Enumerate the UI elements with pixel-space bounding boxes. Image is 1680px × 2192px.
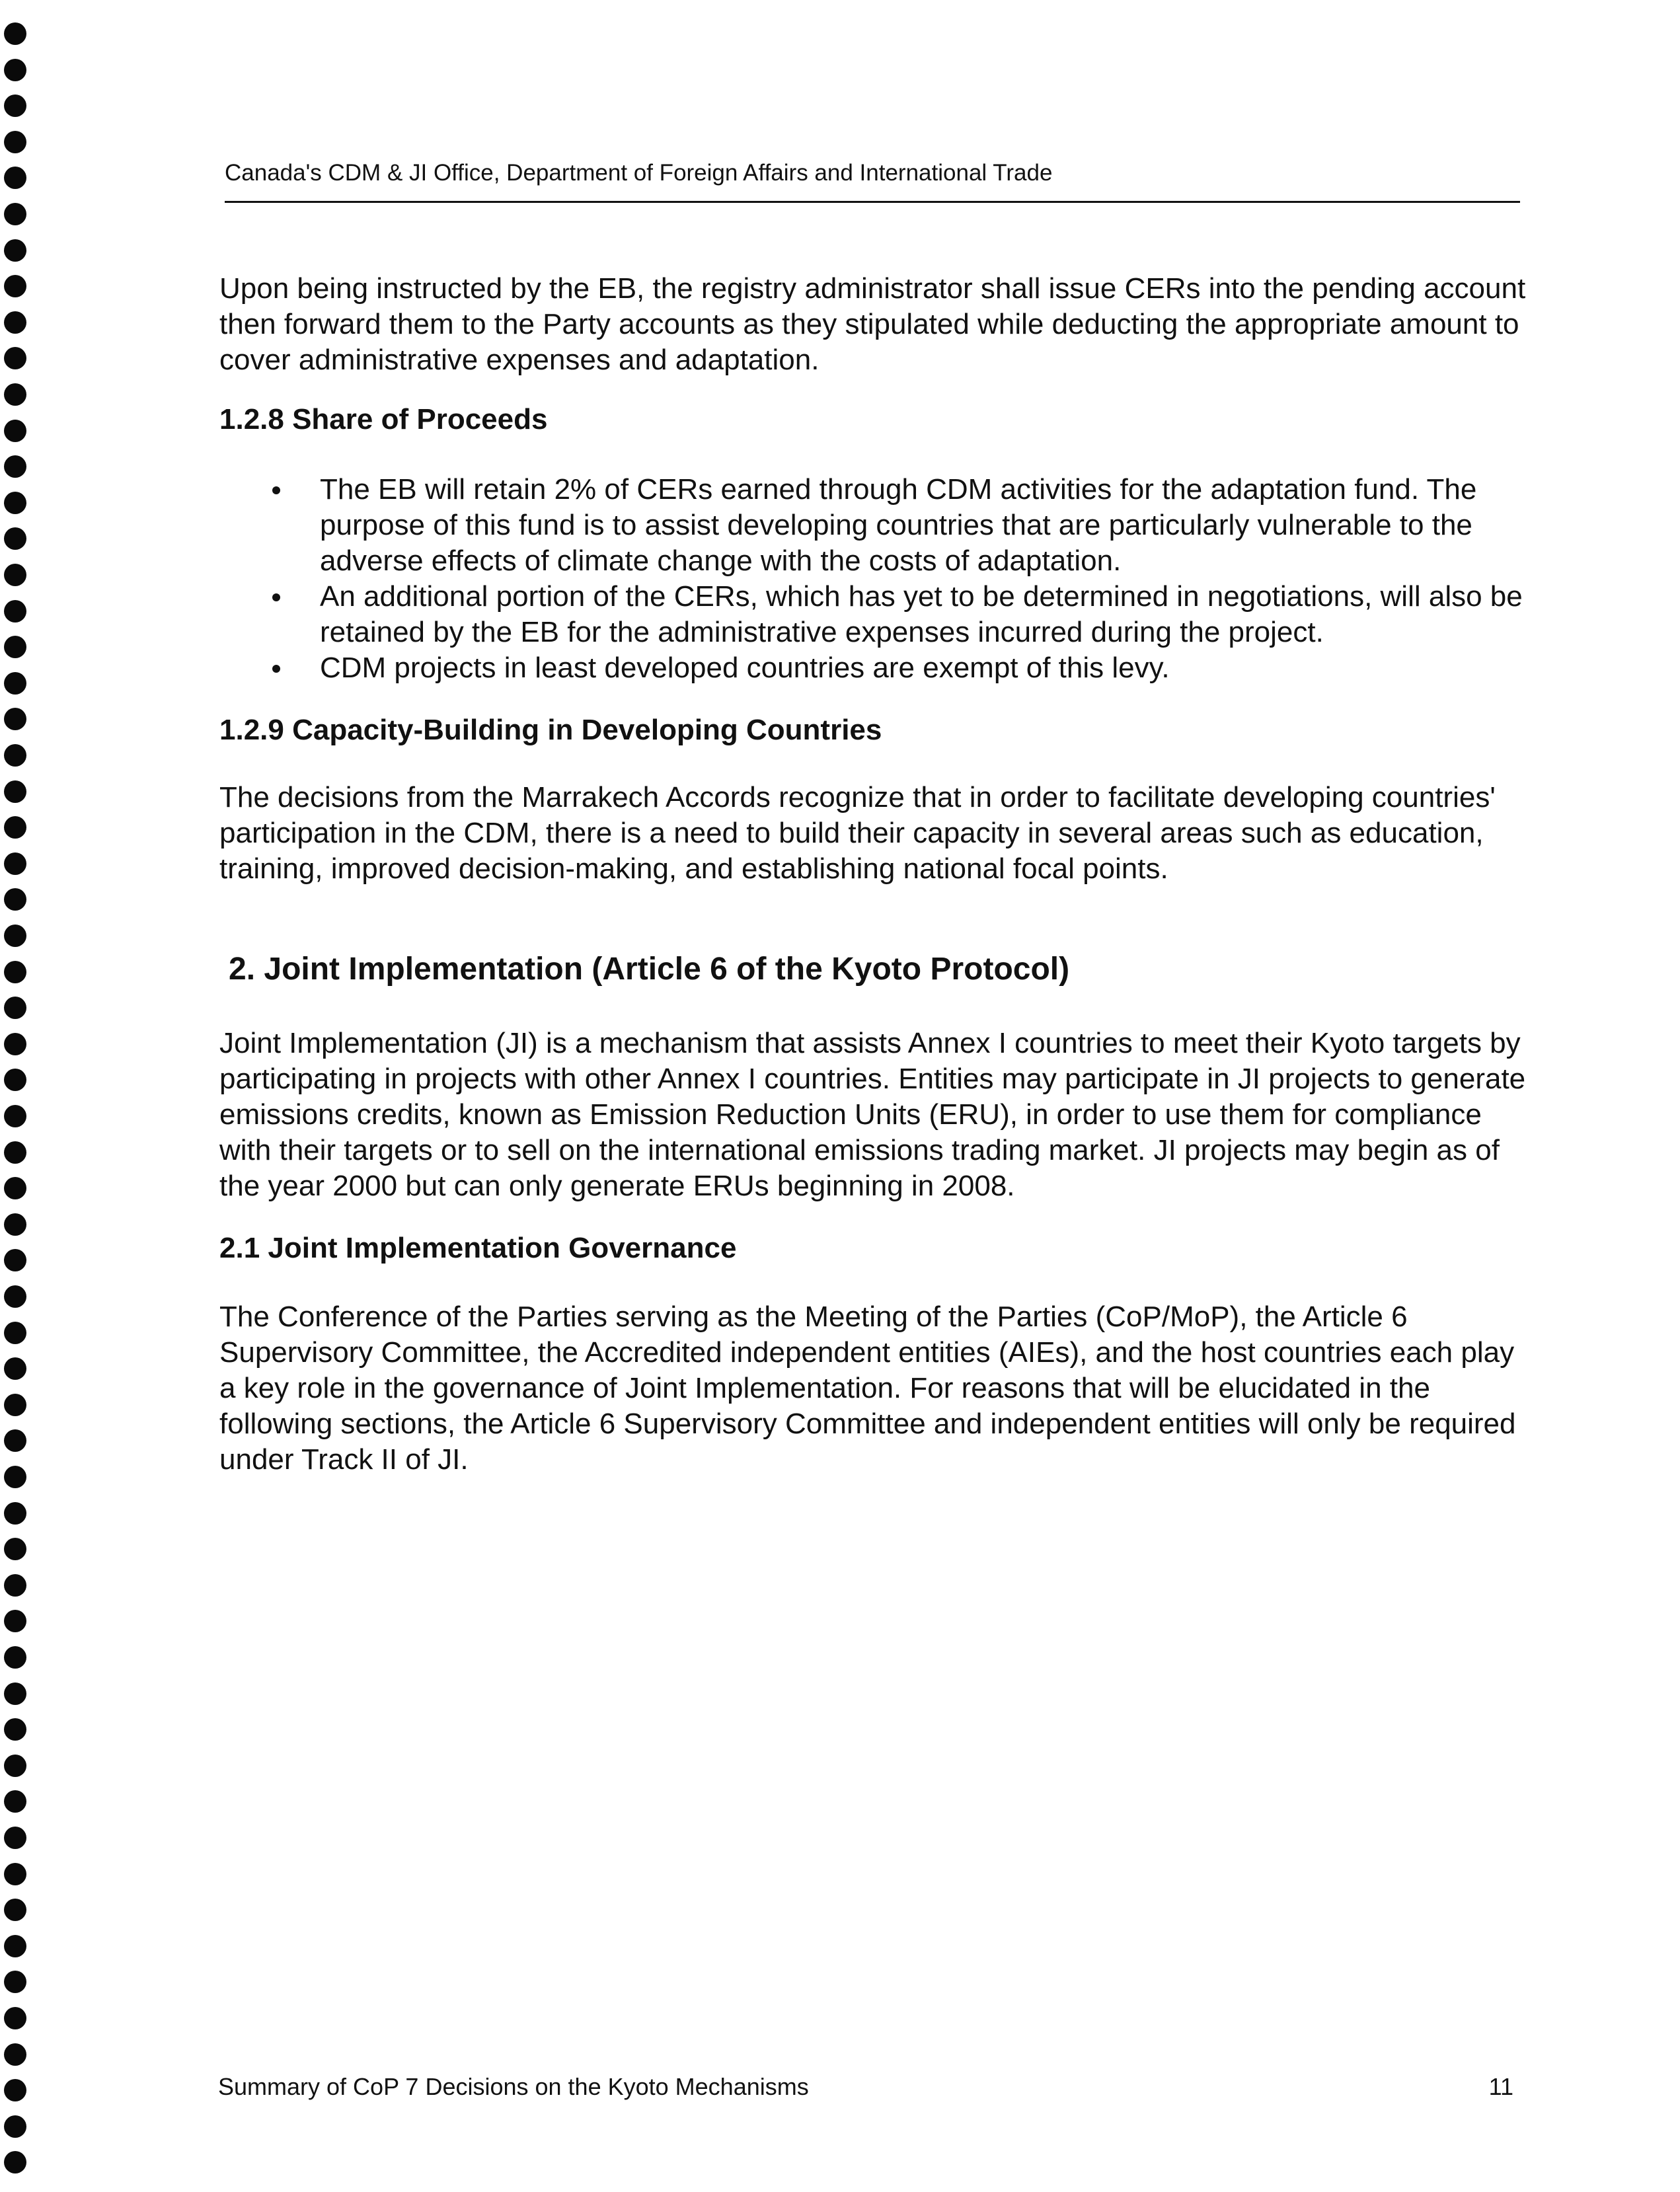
binding-hole-icon xyxy=(4,167,26,189)
bullet-icon xyxy=(272,486,280,494)
joint-implementation-paragraph: Joint Implementation (JI) is a mechanism that assists Annex I countries to meet their Kyoto targets by participating in projects with other Annex I countries. Entities may participate in JI projects to generate emissions credits, known as Emission Reduction Units (ERU), in order to use them for compliance with their targets or to sell on the international emissions trading market. JI projects may begin as of the year 2000 but can only generate ERUs beginning in 2008. xyxy=(219,1027,1526,1202)
binding-hole-icon xyxy=(4,1718,26,1741)
binding-hole-icon xyxy=(4,275,26,297)
binding-hole-icon xyxy=(4,492,26,514)
binding-hole-icon xyxy=(4,383,26,406)
binding-hole-icon xyxy=(4,1755,26,1777)
binding-hole-icon xyxy=(4,1357,26,1380)
binding-hole-icon xyxy=(4,1249,26,1271)
binding-hole-icon xyxy=(4,1466,26,1488)
binding-hole-icon xyxy=(4,1863,26,1885)
binding-hole-icon xyxy=(4,672,26,695)
binding-hole-icon xyxy=(4,925,26,947)
binding-hole-icon xyxy=(4,888,26,911)
list-item: An additional portion of the CERs, which has yet to be determined in negotiations, will also be retained by the EB for the administrative expenses incurred during the project. xyxy=(320,579,1528,650)
binding-hole-icon xyxy=(4,1610,26,1632)
binding-hole-icon xyxy=(4,455,26,478)
binding-hole-icon xyxy=(4,1935,26,1957)
list-item: The EB will retain 2% of CERs earned through CDM activities for the adaptation fund. The purpose of this fund is to assist developing countries that are particularly vulnerable to the adverse effects of climate change with the costs of adaptation. xyxy=(320,472,1528,579)
binding-hole-icon xyxy=(4,708,26,730)
heading-joint-implementation: 2. Joint Implementation (Article 6 of the Kyoto Protocol) xyxy=(229,952,1070,987)
intro-paragraph: Upon being instructed by the EB, the registry administrator shall issue CERs into the pending account then forward them to the Party accounts as they stipulated while deducting the appropriate amount to cover administrative expenses and adaptation. xyxy=(219,272,1526,376)
binding-hole-icon xyxy=(4,1033,26,1055)
binding-hole-icon xyxy=(4,1502,26,1525)
binding-hole-icon xyxy=(4,2007,26,2029)
page-number: 11 xyxy=(1488,2073,1513,2100)
binding-hole-icon xyxy=(4,961,26,983)
binding-hole-icon xyxy=(4,1682,26,1705)
binding-hole-icon xyxy=(4,1790,26,1813)
heading-share-of-proceeds: 1.2.8 Share of Proceeds xyxy=(219,403,548,435)
binding-hole-icon xyxy=(4,2151,26,2173)
binding-hole-icon xyxy=(4,1574,26,1597)
binding-hole-icon xyxy=(4,564,26,586)
header-title: Canada's CDM & JI Office, Department of Foreign Affairs and International Trade xyxy=(225,160,1053,186)
bullet-icon xyxy=(272,665,280,673)
heading-ji-governance: 2.1 Joint Implementation Governance xyxy=(219,1232,737,1264)
binding-hole-icon xyxy=(4,1105,26,1127)
binding-hole-icon xyxy=(4,636,26,658)
binding-hole-icon xyxy=(4,1646,26,1669)
heading-capacity-building: 1.2.9 Capacity-Building in Developing Countries xyxy=(219,714,882,746)
binding-hole-icon xyxy=(4,347,26,369)
binding-hole-icon xyxy=(4,1827,26,1849)
footer-title: Summary of CoP 7 Decisions on the Kyoto Mechanisms xyxy=(218,2073,809,2100)
binding-hole-icon xyxy=(4,203,26,225)
binding-hole-icon xyxy=(4,94,26,117)
binding-hole-icon xyxy=(4,780,26,803)
binding-hole-icon xyxy=(4,816,26,839)
binding-hole-icon xyxy=(4,239,26,262)
list-item: CDM projects in least developed countries are exempt of this levy. xyxy=(320,650,1528,686)
binding-hole-icon xyxy=(4,1069,26,1091)
binding-hole-icon xyxy=(4,744,26,767)
binding-hole-icon xyxy=(4,59,26,81)
binding-hole-icon xyxy=(4,2043,26,2066)
binding-hole-icon xyxy=(4,1429,26,1452)
capacity-building-paragraph: The decisions from the Marrakech Accords recognize that in order to facilitate developing countries' participation in the CDM, there is a need to build their capacity in several areas such as education, training, improved decision-making, and establishing national focal points. xyxy=(219,781,1496,885)
binding-hole-icon xyxy=(4,311,26,334)
binding-hole-icon xyxy=(4,1285,26,1308)
document-body xyxy=(219,271,1528,1478)
binding-hole-icon xyxy=(4,1899,26,1921)
binding-hole-icon xyxy=(4,1213,26,1236)
binding-hole-icon xyxy=(4,1971,26,1993)
binding-hole-icon xyxy=(4,600,26,623)
bullet-icon xyxy=(272,593,280,601)
binding-hole-icon xyxy=(4,1322,26,1344)
binding-hole-icon xyxy=(4,131,26,153)
binding-hole-icon xyxy=(4,1394,26,1416)
binding-hole-icon xyxy=(4,527,26,550)
ji-governance-paragraph: The Conference of the Parties serving as the Meeting of the Parties (CoP/MoP), the Article 6 Supervisory Committee, the Accredited independent entities (AIEs), and the host countries each play a key role in the governance of Joint Implementation. For reasons that will be elucidated in the following sections, the Article 6 Supervisory Committee and independent entities will only be required under Track II of JI. xyxy=(219,1301,1516,1476)
binding-hole-icon xyxy=(4,22,26,45)
binding-hole-icon xyxy=(4,997,26,1019)
binding-hole-icon xyxy=(4,1538,26,1560)
page-header xyxy=(225,157,1520,203)
proceeds-bullet-list xyxy=(219,472,1528,686)
binding-hole-icon xyxy=(4,2115,26,2138)
page-footer xyxy=(218,2071,1513,2103)
binding-hole-icon xyxy=(4,1177,26,1199)
binding-hole-icon xyxy=(4,1141,26,1164)
binding-hole-icon xyxy=(4,852,26,875)
binding-hole-icon xyxy=(4,420,26,442)
binding-holes xyxy=(4,0,30,2192)
binding-hole-icon xyxy=(4,2079,26,2101)
